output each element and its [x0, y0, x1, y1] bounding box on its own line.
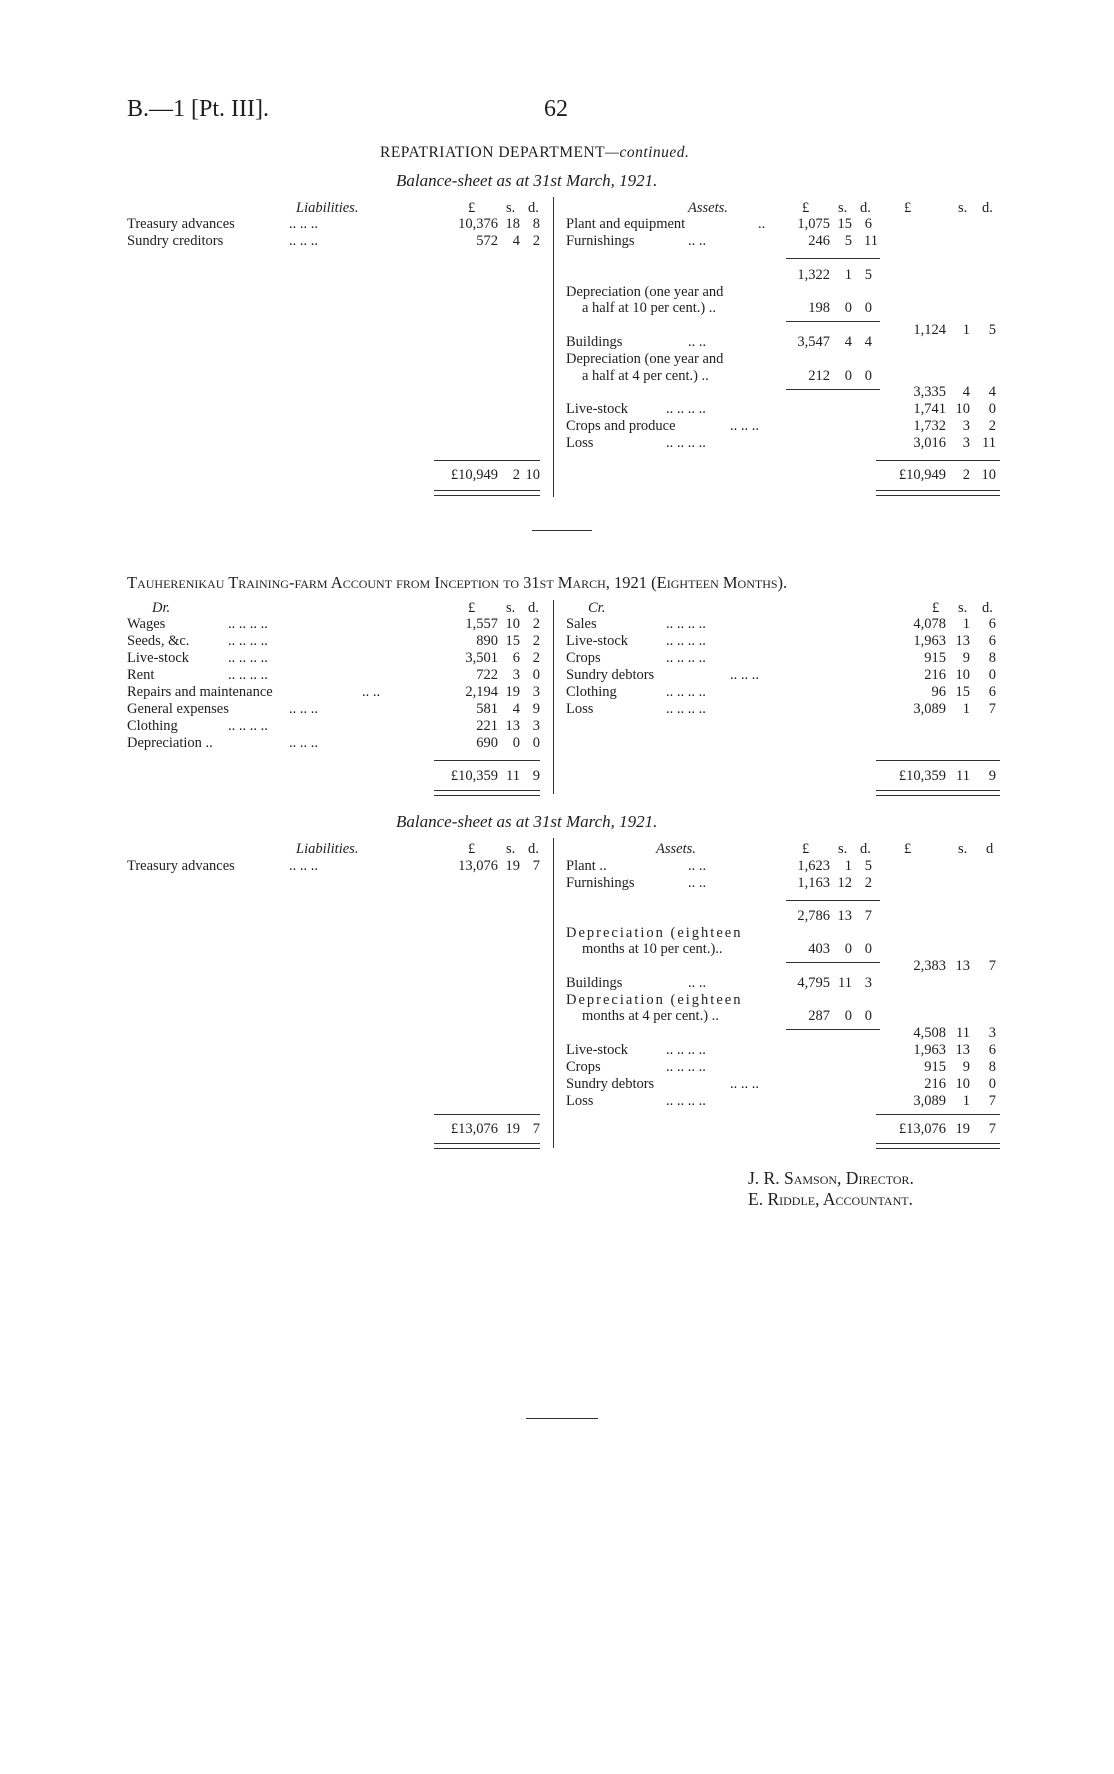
sheet1-liabilities-heading: Liabilities.: [296, 200, 359, 216]
credit-pounds: 1,963: [913, 633, 946, 649]
debit-label: Wages: [127, 616, 166, 632]
debit-d: 2: [532, 633, 540, 649]
sheet1-assets-heading: Assets.: [688, 200, 728, 216]
net-s: 13: [955, 958, 970, 974]
sheet2-shilling-head: s.: [506, 841, 516, 857]
sheet1-pence-head: d.: [528, 200, 539, 216]
sheet1-liab-pounds: 572: [476, 233, 498, 249]
asset-s: 15: [837, 216, 852, 232]
asset-dots: .. .. ..: [730, 1076, 759, 1092]
sheet2-assets-total-pounds: £13,076: [898, 1121, 946, 1137]
asset-label: Buildings: [566, 334, 623, 350]
depreciation-s: 0: [844, 368, 852, 384]
asset-d: 0: [988, 401, 996, 417]
section-separator: [532, 530, 592, 531]
credit-d: 7: [988, 701, 996, 717]
net-d: 3: [988, 1025, 996, 1041]
credit-label: Sundry debtors: [566, 667, 655, 683]
net-s: 11: [956, 1025, 970, 1041]
sheet2-total-pound-head: £: [904, 841, 912, 857]
sheet2-assets-shilling-head: s.: [838, 841, 848, 857]
sheet2-assets-total-s: 19: [955, 1121, 970, 1137]
farm-pound-head: £: [468, 600, 476, 616]
sheet2-liabilities-heading: Liabilities.: [296, 841, 359, 857]
credit-dots: .. .. .. ..: [666, 633, 706, 649]
farm-cr-shilling-head: s.: [958, 600, 968, 616]
depreciation-pounds: 403: [808, 941, 830, 957]
sheet2-assets-total-d: 7: [988, 1121, 996, 1137]
debit-dots: .. ..: [362, 684, 381, 700]
asset-pounds: 915: [924, 1059, 946, 1075]
credit-label: Live-stock: [566, 633, 629, 649]
net-d: 5: [988, 322, 996, 338]
asset-dots: .. ..: [688, 875, 707, 891]
sheet2-title: Balance-sheet as at 31st March, 1921.: [396, 812, 658, 831]
sheet2-assets-pence-head: d.: [860, 841, 871, 857]
net-pounds: 2,383: [913, 958, 946, 974]
credit-s: 13: [955, 633, 970, 649]
credit-d: 6: [988, 633, 996, 649]
debit-pounds: 890: [476, 633, 498, 649]
rule: [786, 389, 880, 390]
net-s: 4: [962, 384, 970, 400]
sheet1-assets-pence-head: d.: [860, 200, 871, 216]
asset-d: 4: [864, 334, 872, 350]
net-pounds: 1,124: [913, 322, 946, 338]
credit-total-pounds: £10,359: [898, 768, 946, 784]
asset-dots: .. .. .. ..: [666, 401, 706, 417]
farm-cr-pound-head: £: [932, 600, 940, 616]
sheet2-liab-label: Treasury advances: [127, 858, 235, 874]
asset-pounds: 216: [924, 1076, 946, 1092]
depreciation-label: months at 4 per cent.) ..: [582, 1008, 719, 1024]
rule: [786, 962, 880, 963]
asset-s: 13: [955, 1042, 970, 1058]
net-s: 1: [962, 322, 970, 338]
rule: [786, 258, 880, 259]
column-divider: [553, 838, 554, 1148]
debit-d: 0: [532, 735, 540, 751]
credit-label: Loss: [566, 701, 594, 717]
sheet1-liab-total-d: 10: [525, 467, 540, 483]
sheet2-liab-total-pounds: £13,076: [450, 1121, 498, 1137]
asset-label: Furnishings: [566, 233, 635, 249]
asset-label: Crops: [566, 1059, 601, 1075]
rule: [786, 900, 880, 901]
asset-d: 8: [988, 1059, 996, 1075]
sheet2-liab-dots: .. .. ..: [289, 858, 318, 874]
net-d: 4: [988, 384, 996, 400]
sheet1-liab-s: 4: [512, 233, 520, 249]
debit-s: 3: [512, 667, 520, 683]
asset-s: 10: [955, 1076, 970, 1092]
credit-pounds: 4,078: [913, 616, 946, 632]
asset-dots: .. .. .. ..: [666, 1042, 706, 1058]
sheet1-total-pound-head: £: [904, 200, 912, 216]
asset-d: 6: [864, 216, 872, 232]
rule: [786, 1029, 880, 1030]
credit-dots: .. .. .. ..: [666, 650, 706, 666]
debit-s: 15: [505, 633, 520, 649]
credit-label: Clothing: [566, 684, 617, 700]
rule: [434, 760, 540, 761]
credit-s: 9: [962, 650, 970, 666]
column-divider: [553, 197, 554, 497]
debit-s: 19: [505, 684, 520, 700]
debit-d: 2: [532, 650, 540, 666]
asset-d: 2: [988, 418, 996, 434]
depreciation-pounds: 212: [808, 368, 830, 384]
sheet2-liab-s: 19: [505, 858, 520, 874]
depreciation-label: Depreciation (one year and: [566, 284, 724, 300]
asset-dots: .. .. .. ..: [666, 435, 706, 451]
asset-pounds: 1,732: [913, 418, 946, 434]
debit-dots: .. .. ..: [289, 735, 318, 751]
asset-pounds: 246: [808, 233, 830, 249]
debit-label: General expenses: [127, 701, 229, 717]
asset-label: Loss: [566, 435, 594, 451]
sheet1-title: Balance-sheet as at 31st March, 1921.: [396, 171, 658, 190]
asset-d: 11: [982, 435, 996, 451]
debit-pounds: 1,557: [465, 616, 498, 632]
sheet1-liab-dots: .. .. ..: [289, 233, 318, 249]
debit-total-d: 9: [532, 768, 540, 784]
asset-d: 7: [988, 1093, 996, 1109]
debit-total-s: 11: [506, 768, 520, 784]
asset-s: 3: [962, 435, 970, 451]
asset-label: Crops and produce: [566, 418, 676, 434]
rule: [434, 460, 540, 461]
department-title: REPATRIATION DEPARTMENT—continued.: [380, 144, 690, 161]
credit-pounds: 96: [931, 684, 946, 700]
page-end-rule: [526, 1418, 598, 1419]
depreciation-label: Depreciation (one year and: [566, 351, 724, 367]
asset-d: 11: [864, 233, 878, 249]
credit-d: 8: [988, 650, 996, 666]
depreciation-label: months at 10 per cent.)..: [582, 941, 723, 957]
credit-s: 10: [955, 667, 970, 683]
depreciation-label: a half at 10 per cent.) ..: [582, 300, 717, 316]
debit-dots: .. .. .. ..: [228, 718, 268, 734]
asset-pounds: 1,163: [797, 875, 830, 891]
depreciation-d: 0: [864, 368, 872, 384]
debit-d: 0: [532, 667, 540, 683]
credit-total-d: 9: [988, 768, 996, 784]
rule: [434, 1114, 540, 1115]
asset-label: Buildings: [566, 975, 623, 991]
net-d: 7: [988, 958, 996, 974]
debit-dots: .. .. .. ..: [228, 667, 268, 683]
asset-label: Plant and equipment: [566, 216, 686, 232]
asset-label: Loss: [566, 1093, 594, 1109]
sheet1-total-pence-head: d.: [982, 200, 993, 216]
sheet1-total-shilling-head: s.: [958, 200, 968, 216]
asset-d: 3: [864, 975, 872, 991]
asset-dots: .. ..: [688, 858, 707, 874]
double-rule: [876, 1143, 1000, 1149]
asset-pounds: 1,623: [797, 858, 830, 874]
double-rule: [434, 790, 540, 796]
asset-d: 5: [864, 858, 872, 874]
depreciation-label: a half at 4 per cent.) ..: [582, 368, 709, 384]
sheet1-liab-pounds: 10,376: [458, 216, 498, 232]
asset-subtotal-d: 7: [864, 908, 872, 924]
debit-d: 3: [532, 718, 540, 734]
depreciation-s: 0: [844, 941, 852, 957]
asset-subtotal-pounds: 1,322: [797, 267, 830, 283]
debit-d: 9: [532, 701, 540, 717]
farm-shilling-head: s.: [506, 600, 516, 616]
rule: [786, 321, 880, 322]
asset-d: 2: [864, 875, 872, 891]
sheet2-assets-heading: Assets.: [656, 841, 696, 857]
sheet1-liab-total-pounds: £10,949: [450, 467, 498, 483]
debit-s: 4: [512, 701, 520, 717]
asset-pounds: 3,089: [913, 1093, 946, 1109]
asset-subtotal-d: 5: [864, 267, 872, 283]
sheet2-liab-d: 7: [532, 858, 540, 874]
double-rule: [434, 490, 540, 496]
sheet1-liab-total-s: 2: [512, 467, 520, 483]
depreciation-d: 0: [864, 300, 872, 316]
credit-label: Sales: [566, 616, 597, 632]
debit-dots: .. .. .. ..: [228, 633, 268, 649]
debit-s: 0: [512, 735, 520, 751]
asset-pounds: 1,741: [913, 401, 946, 417]
asset-pounds: 4,795: [797, 975, 830, 991]
sheet1-shilling-head: s.: [506, 200, 516, 216]
sheet2-liab-total-d: 7: [532, 1121, 540, 1137]
sheet1-liab-dots: .. .. ..: [289, 216, 318, 232]
sheet2-total-pence-head: d: [986, 841, 994, 857]
farm-pence-head: d.: [528, 600, 539, 616]
credit-pounds: 216: [924, 667, 946, 683]
debit-pounds: 722: [476, 667, 498, 683]
credit-total-s: 11: [956, 768, 970, 784]
page-number: 62: [544, 96, 568, 122]
credit-heading: Cr.: [588, 600, 606, 616]
depreciation-s: 0: [844, 300, 852, 316]
credit-dots: .. .. .. ..: [666, 701, 706, 717]
sheet1-assets-shilling-head: s.: [838, 200, 848, 216]
asset-pounds: 3,016: [913, 435, 946, 451]
debit-pounds: 581: [476, 701, 498, 717]
asset-s: 1: [962, 1093, 970, 1109]
debit-pounds: 690: [476, 735, 498, 751]
debit-s: 10: [505, 616, 520, 632]
asset-label: Live-stock: [566, 1042, 629, 1058]
sheet1-liab-d: 8: [532, 216, 540, 232]
sheet1-assets-pound-head: £: [802, 200, 810, 216]
debit-s: 13: [505, 718, 520, 734]
credit-s: 15: [955, 684, 970, 700]
asset-dots: .. .. .. ..: [666, 1093, 706, 1109]
document-reference: B.—1 [Pt. III].: [127, 96, 269, 122]
asset-s: 4: [844, 334, 852, 350]
column-divider: [553, 600, 554, 794]
asset-label: Plant ..: [566, 858, 607, 874]
sheet1-liab-s: 18: [505, 216, 520, 232]
debit-d: 2: [532, 616, 540, 632]
farm-cr-pence-head: d.: [982, 600, 993, 616]
depreciation-d: 0: [864, 1008, 872, 1024]
asset-s: 11: [838, 975, 852, 991]
credit-label: Crops: [566, 650, 601, 666]
asset-dots: .. ..: [688, 975, 707, 991]
net-pounds: 3,335: [913, 384, 946, 400]
credit-dots: .. .. .. ..: [666, 616, 706, 632]
depreciation-label: Depreciation (eighteen: [566, 925, 743, 941]
debit-dots: .. .. .. ..: [228, 616, 268, 632]
asset-dots: .. .. ..: [730, 418, 759, 434]
debit-pounds: 221: [476, 718, 498, 734]
sheet2-pound-head: £: [468, 841, 476, 857]
credit-s: 1: [962, 616, 970, 632]
debit-d: 3: [532, 684, 540, 700]
asset-s: 10: [955, 401, 970, 417]
asset-label: Live-stock: [566, 401, 629, 417]
depreciation-label: Depreciation (eighteen: [566, 992, 743, 1008]
asset-s: 9: [962, 1059, 970, 1075]
debit-label: Depreciation ..: [127, 735, 213, 751]
sheet2-assets-pound-head: £: [802, 841, 810, 857]
debit-label: Live-stock: [127, 650, 190, 666]
asset-label: Sundry debtors: [566, 1076, 655, 1092]
asset-subtotal-s: 13: [837, 908, 852, 924]
credit-dots: .. .. ..: [730, 667, 759, 683]
sheet1-pound-head: £: [468, 200, 476, 216]
depreciation-s: 0: [844, 1008, 852, 1024]
double-rule: [876, 490, 1000, 496]
asset-subtotal-s: 1: [844, 267, 852, 283]
debit-heading: Dr.: [152, 600, 171, 616]
asset-s: 1: [844, 858, 852, 874]
sheet1-liab-d: 2: [532, 233, 540, 249]
credit-d: 6: [988, 616, 996, 632]
rule: [876, 460, 1000, 461]
asset-s: 3: [962, 418, 970, 434]
credit-dots: .. .. .. ..: [666, 684, 706, 700]
asset-d: 6: [988, 1042, 996, 1058]
depreciation-pounds: 198: [808, 300, 830, 316]
sheet1-liab-label: Sundry creditors: [127, 233, 224, 249]
asset-pounds: 1,075: [797, 216, 830, 232]
credit-pounds: 915: [924, 650, 946, 666]
debit-s: 6: [512, 650, 520, 666]
debit-dots: .. .. ..: [289, 701, 318, 717]
asset-label: Furnishings: [566, 875, 635, 891]
sheet2-total-shilling-head: s.: [958, 841, 968, 857]
asset-dots: .. ..: [688, 233, 707, 249]
depreciation-pounds: 287: [808, 1008, 830, 1024]
double-rule: [434, 1143, 540, 1149]
debit-label: Rent: [127, 667, 155, 683]
asset-pounds: 1,963: [913, 1042, 946, 1058]
debit-label: Clothing: [127, 718, 178, 734]
sheet2-liab-pounds: 13,076: [458, 858, 498, 874]
debit-label: Seeds, &c.: [127, 633, 190, 649]
net-pounds: 4,508: [913, 1025, 946, 1041]
sheet2-liab-total-s: 19: [505, 1121, 520, 1137]
rule: [876, 760, 1000, 761]
credit-s: 1: [962, 701, 970, 717]
asset-s: 5: [844, 233, 852, 249]
asset-d: 0: [988, 1076, 996, 1092]
depreciation-d: 0: [864, 941, 872, 957]
credit-d: 0: [988, 667, 996, 683]
asset-dots: .. ..: [688, 334, 707, 350]
asset-dots: ..: [758, 216, 766, 232]
asset-s: 12: [837, 875, 852, 891]
asset-dots: .. .. .. ..: [666, 1059, 706, 1075]
sheet1-liab-label: Treasury advances: [127, 216, 235, 232]
debit-label: Repairs and maintenance: [127, 684, 273, 700]
director-signature: J. R. Samson, Director.: [748, 1168, 914, 1188]
debit-dots: .. .. .. ..: [228, 650, 268, 666]
debit-pounds: 3,501: [465, 650, 498, 666]
asset-subtotal-pounds: 2,786: [797, 908, 830, 924]
debit-total-pounds: £10,359: [450, 768, 498, 784]
sheet1-assets-total-pounds: £10,949: [898, 467, 946, 483]
accountant-signature: E. Riddle, Accountant.: [748, 1189, 913, 1209]
credit-pounds: 3,089: [913, 701, 946, 717]
debit-pounds: 2,194: [465, 684, 498, 700]
sheet2-pence-head: d.: [528, 841, 539, 857]
sheet1-assets-total-d: 10: [981, 467, 996, 483]
sheet1-assets-total-s: 2: [962, 467, 970, 483]
double-rule: [876, 790, 1000, 796]
credit-d: 6: [988, 684, 996, 700]
asset-pounds: 3,547: [797, 334, 830, 350]
farm-account-title: Tauherenikau Training-farm Account from Inception to 31st March, 1921 (Eighteen Months).: [127, 573, 788, 592]
rule: [876, 1114, 1000, 1115]
